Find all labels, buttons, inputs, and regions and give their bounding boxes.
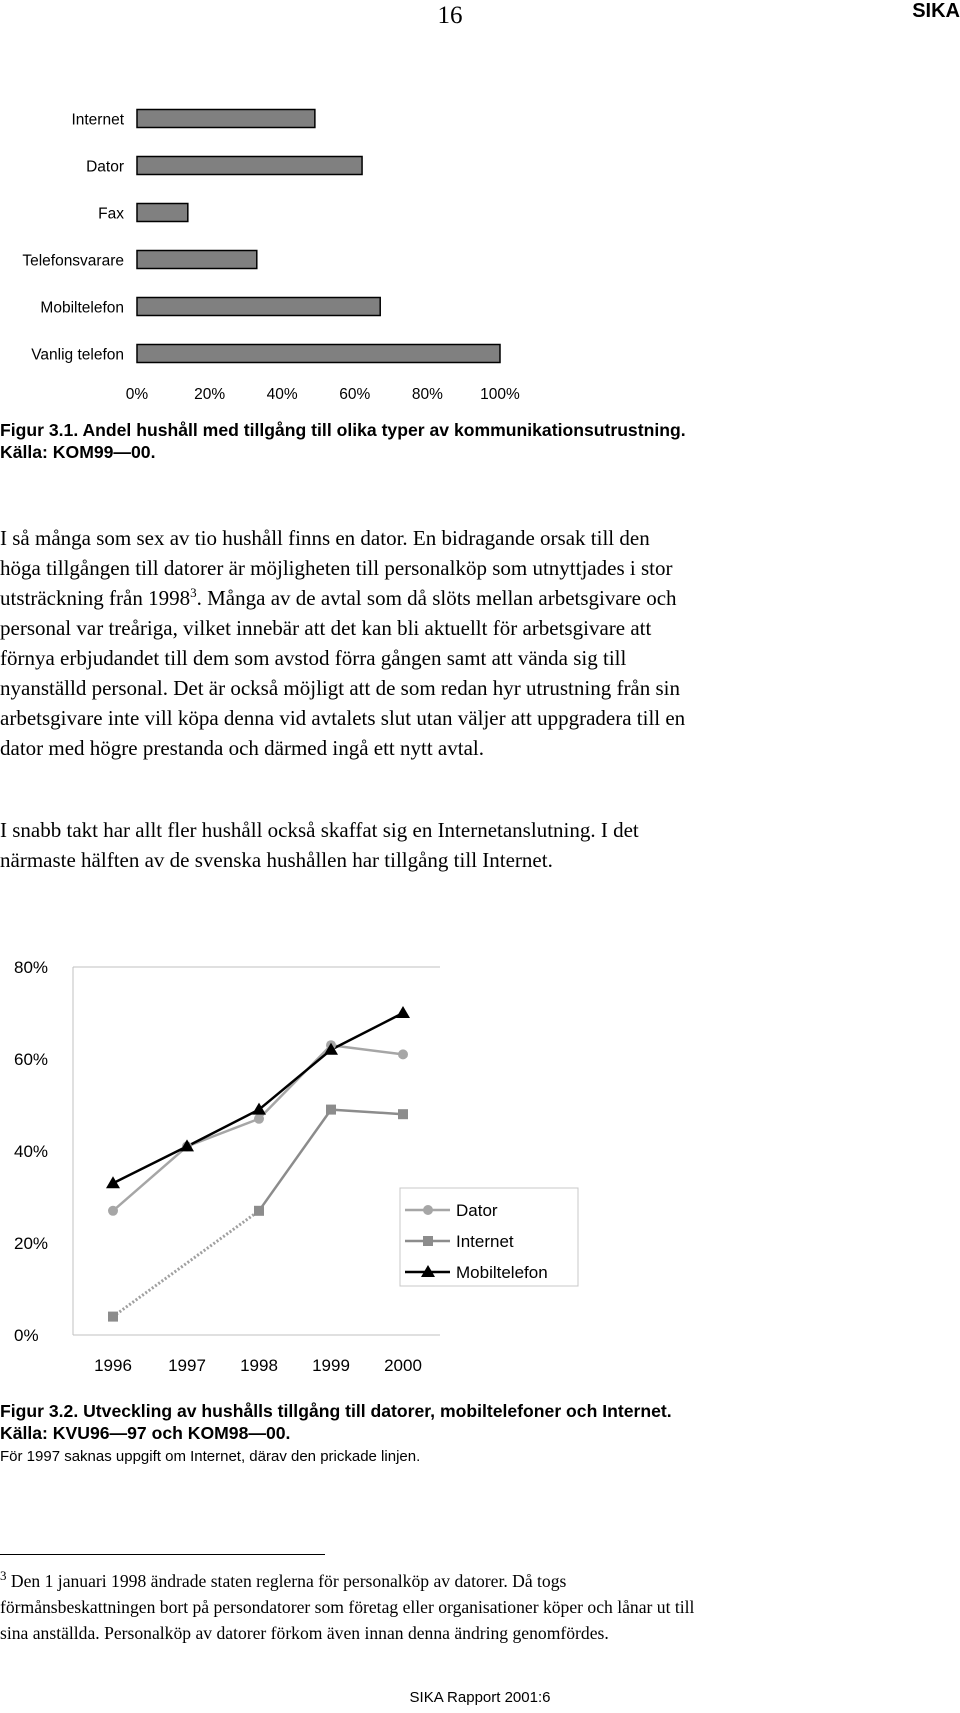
y-tick-label: 80% <box>14 958 49 977</box>
series-line <box>331 1110 403 1115</box>
text-line <box>0 583 685 613</box>
bar <box>137 345 500 363</box>
body-paragraph-2 <box>0 815 639 875</box>
figure2-note: För 1997 saknas uppgift om Internet, därav den prickade linjen. <box>0 1448 421 1465</box>
series-line-dotted <box>113 1211 259 1317</box>
bar <box>137 157 362 175</box>
bar <box>137 110 315 128</box>
series-line <box>259 1050 331 1110</box>
x-tick-label: 80% <box>411 386 443 403</box>
footnote-line: sina anställda. Personalköp av datorer förkom även innan denna ändring genomfördes. <box>0 1623 609 1643</box>
y-tick-label: 0% <box>14 1326 39 1345</box>
category-label: Vanlig telefon <box>31 346 124 364</box>
data-point <box>396 1006 410 1018</box>
data-point <box>326 1105 336 1115</box>
data-point <box>398 1049 408 1059</box>
series-line <box>331 1045 403 1054</box>
bar <box>137 251 257 269</box>
series-line <box>259 1110 331 1211</box>
footnote-divider <box>0 1554 325 1555</box>
category-label: Mobiltelefon <box>40 299 124 317</box>
category-label: Fax <box>98 205 124 223</box>
footnote-marker: 3 <box>0 1568 7 1584</box>
x-tick-label: 1998 <box>240 1356 278 1375</box>
text-line: höga tillgången till datorer är möjligheten till personalköp som utnyttjades i stor <box>0 556 673 580</box>
x-tick-label: 1999 <box>312 1356 350 1375</box>
footnote-text: Den 1 januari 1998 ändrade staten reglerna för personalköp av datorer. Då togs <box>6 1571 567 1591</box>
text-segment: . Många av de avtal som då slöts mellan arbetsgivare och <box>196 586 677 610</box>
bar-chart <box>0 85 560 405</box>
text-line: I så många som sex av tio hushåll finns en dator. En bidragande orsak till den <box>0 526 650 550</box>
footnote-line: förmånsbeskattningen bort på persondatorer som företag eller organisationer köper och lånar ut till <box>0 1597 695 1617</box>
legend-label: Dator <box>456 1201 498 1220</box>
text-line: personal var treåriga, vilket innebär att det kan bli aktuellt för arbetsgivare att <box>0 616 652 640</box>
data-point <box>254 1206 264 1216</box>
data-point <box>254 1114 264 1124</box>
text-line: förnya erbjudandet till dem som avstod förra gången samt att vända sig till <box>0 646 627 670</box>
header-tag: SIKA <box>912 0 960 22</box>
text-line: dator med högre prestanda och därmed ingå ett nytt avtal. <box>0 736 484 760</box>
data-point <box>398 1109 408 1119</box>
body-paragraph-1 <box>0 523 685 763</box>
category-label: Dator <box>86 158 124 176</box>
y-tick-label: 20% <box>14 1234 49 1253</box>
bar <box>137 204 188 222</box>
data-point <box>106 1176 120 1188</box>
legend-marker <box>423 1236 433 1246</box>
legend-label: Internet <box>456 1232 514 1251</box>
footnote-ref[interactable]: 3 <box>190 585 197 600</box>
series-line <box>259 1045 331 1119</box>
footnote-line <box>0 1568 694 1594</box>
x-tick-label: 1996 <box>94 1356 132 1375</box>
text-line: I snabb takt har allt fler hushåll också skaffat sig en Internetanslutning. I det <box>0 818 639 842</box>
legend-label: Mobiltelefon <box>456 1263 548 1282</box>
text-line: nyanställd personal. Det är också möjligt att de som redan hyr utrustning från sin <box>0 676 681 700</box>
x-tick-label: 1997 <box>168 1356 206 1375</box>
data-point <box>108 1206 118 1216</box>
x-tick-label: 2000 <box>384 1356 422 1375</box>
text-line: arbetsgivare inte vill köpa denna vid avtalets slut utan väljer att uppgradera till en <box>0 706 686 730</box>
page-footer: SIKA Rapport 2001:6 <box>409 1689 551 1706</box>
legend-marker <box>423 1205 433 1215</box>
text-line: närmaste hälften av de svenska hushållen har tillgång till Internet. <box>0 848 553 872</box>
figure2-caption-line2: Källa: KVU96—97 och KOM98—00. <box>0 1423 291 1443</box>
figure2-caption-line1: Figur 3.2. Utveckling av hushålls tillgång till datorer, mobiltelefoner och Internet. <box>0 1401 672 1421</box>
bar <box>137 298 380 316</box>
figure1-caption-line1: Figur 3.1. Andel hushåll med tillgång till olika typer av kommunikationsutrustning. <box>0 420 686 440</box>
x-tick-label: 60% <box>339 386 371 403</box>
category-label: Telefonsvarare <box>22 252 124 270</box>
y-tick-label: 60% <box>14 1050 49 1069</box>
y-tick-label: 40% <box>14 1142 49 1161</box>
x-tick-label: 0% <box>125 386 149 403</box>
text-segment: utsträckning från 1998 <box>0 586 191 610</box>
footnote <box>0 1568 694 1646</box>
line-chart <box>0 930 600 1385</box>
category-label: Internet <box>71 111 124 129</box>
x-tick-label: 100% <box>480 386 520 403</box>
x-tick-label: 40% <box>266 386 298 403</box>
data-point <box>108 1312 118 1322</box>
page-number: 16 <box>437 2 463 29</box>
figure1-caption-line2: Källa: KOM99—00. <box>0 442 156 462</box>
x-tick-label: 20% <box>194 386 226 403</box>
series-line <box>187 1110 259 1147</box>
series-line <box>331 1013 403 1050</box>
